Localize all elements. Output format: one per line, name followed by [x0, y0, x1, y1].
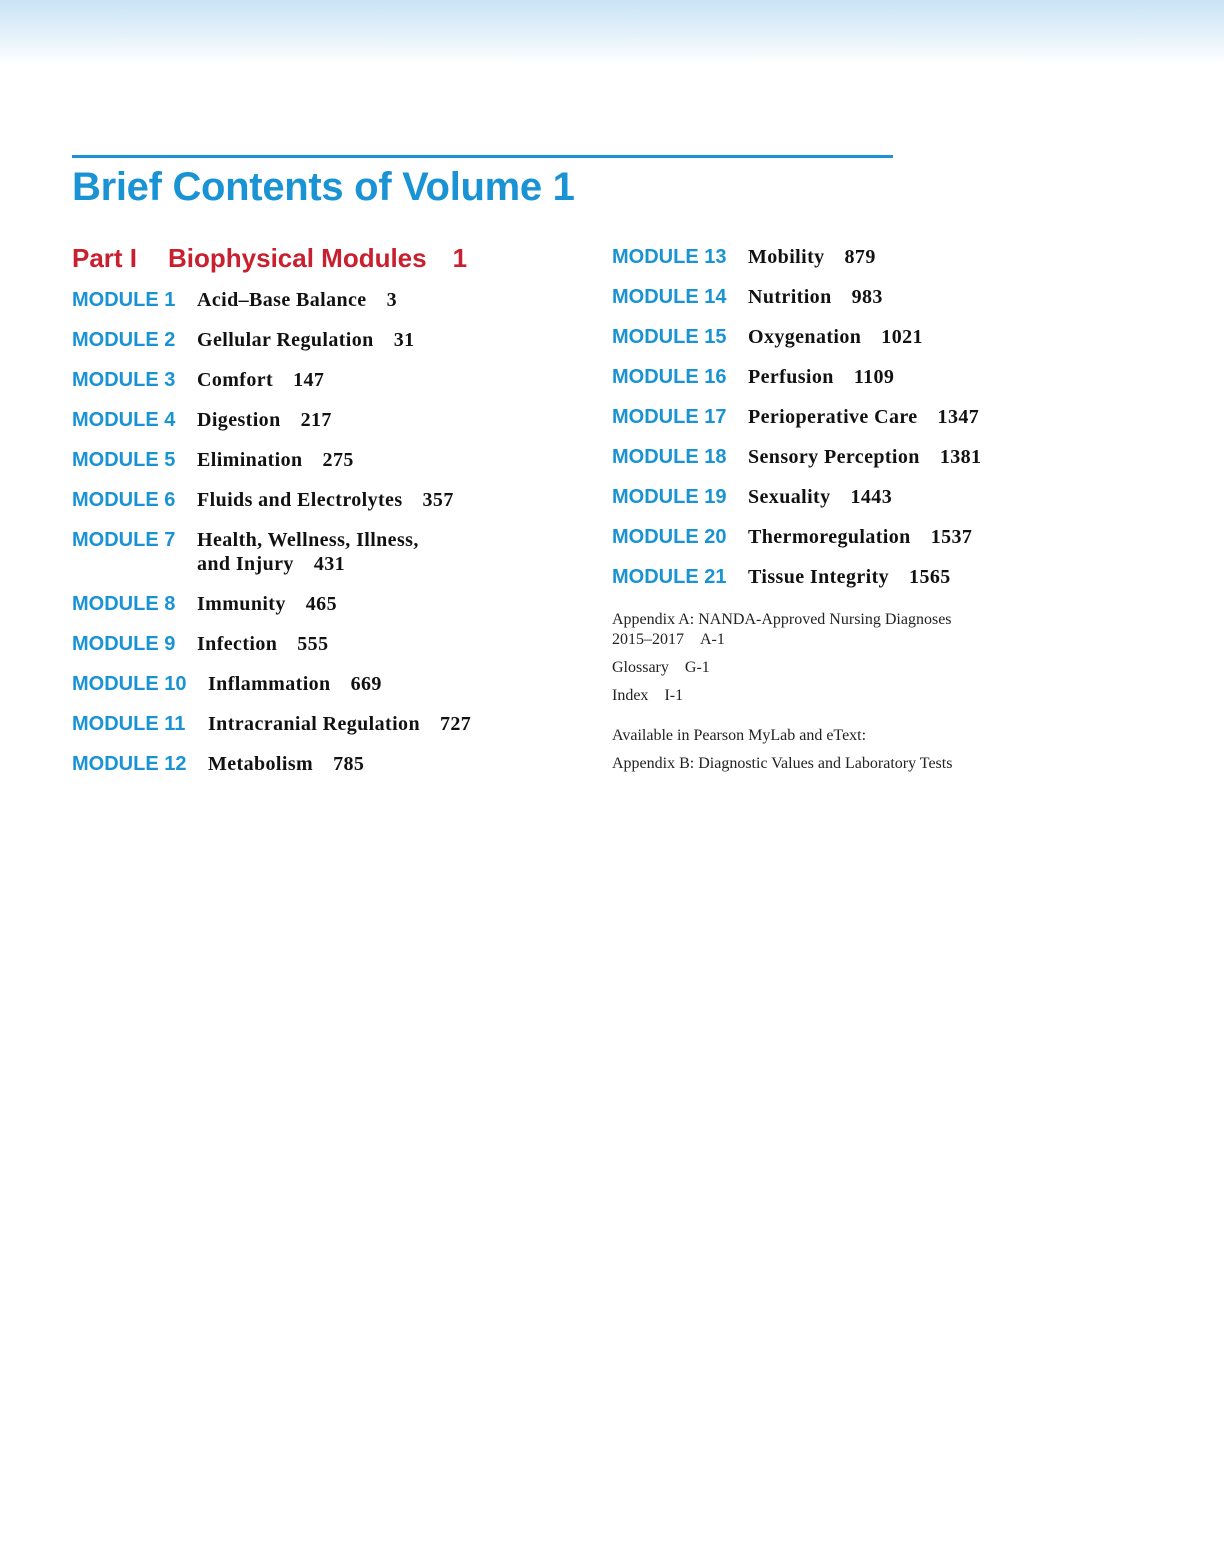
module-page: 669: [350, 673, 382, 695]
module-page: 31: [393, 329, 415, 351]
glossary-label: Glossary: [612, 659, 669, 676]
toc-entry-module-16: [612, 365, 894, 389]
toc-entry-module-21: [612, 565, 951, 589]
appendix-a-years: 2015–2017: [612, 631, 684, 648]
toc-entry-module-11: [72, 712, 471, 736]
module-title: Gellular Regulation 31: [197, 329, 415, 351]
module-title: Perfusion 1109: [748, 366, 895, 388]
toc-entry-module-17: [612, 405, 979, 429]
toc-entry-module-4: [72, 408, 332, 432]
module-page: 1381: [939, 446, 982, 468]
page-title: Brief Contents of Volume 1: [72, 165, 575, 209]
module-label: MODULE 3: [72, 369, 176, 391]
module-label: MODULE 20: [612, 526, 727, 548]
module-title: Oxygenation 1021: [748, 326, 923, 348]
part-page: 1: [452, 243, 468, 273]
part-heading: [72, 241, 467, 275]
module-page: 1565: [909, 566, 951, 588]
module-title: Comfort 147: [197, 369, 325, 391]
top-gradient-band: [0, 0, 1224, 64]
module-page: 431: [313, 553, 346, 575]
module-label: MODULE 19: [612, 486, 727, 508]
module-label: MODULE 8: [72, 593, 176, 615]
module-page: 879: [844, 246, 876, 268]
module-page: 785: [333, 753, 365, 775]
module-label: MODULE 10: [72, 673, 187, 695]
available-note: Available in Pearson MyLab and eText:: [612, 727, 867, 744]
module-label: MODULE 21: [612, 566, 727, 588]
glossary-page: G-1: [684, 659, 710, 676]
module-label: MODULE 17: [612, 406, 727, 428]
module-title: Tissue Integrity 1565: [748, 566, 951, 588]
module-label: MODULE 11: [72, 713, 186, 735]
module-title: Inflammation 669: [208, 673, 382, 695]
glossary-entry: [612, 658, 710, 678]
toc-entry-module-19: [612, 485, 892, 509]
module-label: MODULE 2: [72, 329, 176, 351]
module-title: Health, Wellness, Illness, and Injury 431: [197, 529, 419, 575]
toc-entry-module-20: [612, 525, 972, 549]
module-title: Metabolism 785: [208, 753, 365, 775]
toc-entry-module-6: [72, 488, 454, 512]
module-page: 983: [851, 286, 883, 308]
toc-entry-module-8: [72, 592, 337, 616]
module-page: 275: [322, 449, 354, 471]
toc-entry-module-12: [72, 752, 364, 776]
module-label: MODULE 4: [72, 409, 176, 431]
module-label: MODULE 14: [612, 286, 727, 308]
toc-entry-module-2: [72, 328, 415, 352]
toc-entry-module-10: [72, 672, 382, 696]
module-page: 1443: [850, 486, 893, 508]
module-label: MODULE 15: [612, 326, 727, 348]
module-title: Perioperative Care 1347: [748, 406, 980, 428]
toc-entry-module-7: [72, 528, 419, 576]
module-title: Nutrition 983: [748, 286, 883, 308]
module-label: MODULE 16: [612, 366, 727, 388]
part-label: Part I: [72, 243, 138, 273]
module-label: MODULE 1: [72, 289, 176, 311]
module-title: Infection 555: [197, 633, 329, 655]
part-title: Biophysical Modules: [168, 243, 427, 273]
module-page: 147: [293, 369, 325, 391]
module-title: Digestion 217: [197, 409, 332, 431]
module-label: MODULE 13: [612, 246, 727, 268]
module-label: MODULE 9: [72, 633, 176, 655]
appendix-b-entry: Appendix B: Diagnostic Values and Laboratory Tests: [612, 755, 953, 772]
module-title: Immunity 465: [197, 593, 337, 615]
module-page: 555: [297, 633, 329, 655]
module-title: Acid–Base Balance 3: [197, 289, 397, 311]
module-page: 1347: [937, 406, 980, 428]
module-label: MODULE 12: [72, 753, 187, 775]
toc-entry-module-13: [612, 245, 876, 269]
toc-entry-module-15: [612, 325, 923, 349]
toc-entry-module-9: [72, 632, 328, 656]
module-title: Sensory Perception 1381: [748, 446, 982, 468]
index-label: Index: [612, 687, 649, 704]
toc-entry-module-5: [72, 448, 354, 472]
module-page: 1021: [881, 326, 923, 348]
module-page: 465: [305, 593, 337, 615]
toc-entry-module-18: [612, 445, 981, 469]
module-page: 357: [422, 489, 454, 511]
module-title: Mobility 879: [748, 246, 876, 268]
toc-entry-module-3: [72, 368, 324, 392]
index-entry: [612, 686, 683, 706]
module-page: 1537: [930, 526, 973, 548]
module-title: Thermoregulation 1537: [748, 526, 973, 548]
module-title: Sexuality 1443: [748, 486, 893, 508]
index-page: I-1: [664, 687, 684, 704]
module-title: Fluids and Electrolytes 357: [197, 489, 454, 511]
module-page: 217: [300, 409, 332, 431]
appendix-a-title: Appendix A: NANDA-Approved Nursing Diagnoses: [612, 611, 952, 628]
toc-entry-module-1: [72, 288, 397, 312]
module-page: 727: [439, 713, 472, 735]
module-label: MODULE 6: [72, 489, 176, 511]
module-label: MODULE 7: [72, 529, 176, 551]
appendix-a-entry: [612, 610, 952, 650]
module-page: 3: [386, 289, 397, 311]
module-label: MODULE 5: [72, 449, 176, 471]
module-title: Intracranial Regulation 727: [208, 713, 472, 735]
appendix-a-page: A-1: [700, 631, 725, 648]
module-title: Elimination 275: [197, 449, 354, 471]
module-page: 1109: [853, 366, 895, 388]
title-rule: [72, 155, 893, 158]
toc-entry-module-14: [612, 285, 883, 309]
module-label: MODULE 18: [612, 446, 727, 468]
